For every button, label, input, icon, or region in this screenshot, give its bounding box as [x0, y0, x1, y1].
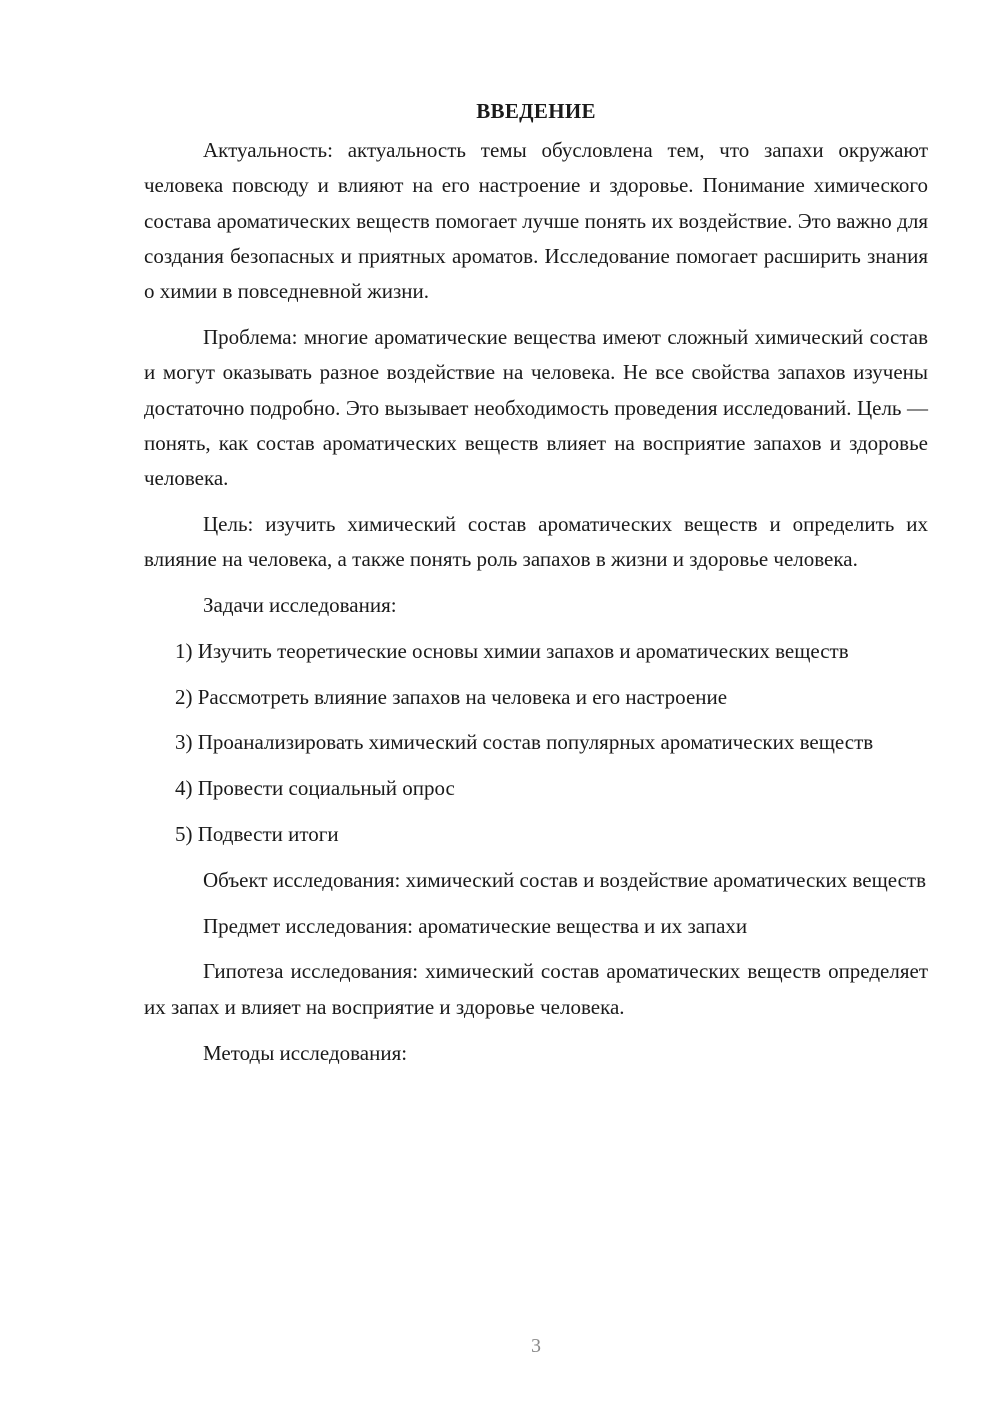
task-item-1: 1) Изучить теоретические основы химии запахов и ароматических веществ: [175, 638, 849, 663]
task-item-4: 4) Провести социальный опрос: [175, 776, 455, 801]
paragraph-subject: Предмет исследования: ароматические вещества и их запахи: [203, 913, 748, 938]
paragraph-object: Объект исследования: химический состав и воздействие ароматических веществ: [203, 867, 926, 892]
page-title: ВВЕДЕНИЕ: [476, 99, 596, 123]
paragraph-hypothesis: Гипотеза исследования: химический состав ароматических веществ определяет их запах и влияет на восприятие и здоровье человека.: [144, 959, 928, 1019]
paragraph-goal: Цель: изучить химический состав ароматических веществ и определить их влияние на человека, а также понять роль запахов в жизни и здоровье человека.: [144, 511, 928, 572]
task-item-2: 2) Рассмотреть влияние запахов на человека и его настроение: [175, 684, 728, 709]
paragraph-relevance: Актуальность: актуальность темы обусловлена тем, что запахи окружают человека повсюду и влияют на его настроение и здоровье. Понимание химического состава ароматических веществ помогает лучше понять их воздействие. Это важно для создания безопасных и приятных ароматов. Исследование помогает расширить знания о химии в повседневной жизни.: [144, 138, 928, 304]
task-item-5: 5) Подвести итоги: [175, 822, 339, 847]
document-body: [144, 94, 928, 1081]
paragraph-problem: Проблема: многие ароматические вещества имеют сложный химический состав и могут оказывать разное воздействие на человека. Не все свойства запахов изучены достаточно подробно. Это вызывает необходимость проведения исследований. Цель — понять, как состав ароматических веществ влияет на восприятие запахов и здоровье человека.: [144, 324, 928, 491]
paragraph-methods: Методы исследования:: [203, 1040, 408, 1065]
page-number: 3: [531, 1335, 541, 1357]
task-item-3: 3) Проанализировать химический состав популярных ароматических веществ: [175, 730, 874, 755]
tasks-title: Задачи исследования:: [203, 593, 397, 618]
